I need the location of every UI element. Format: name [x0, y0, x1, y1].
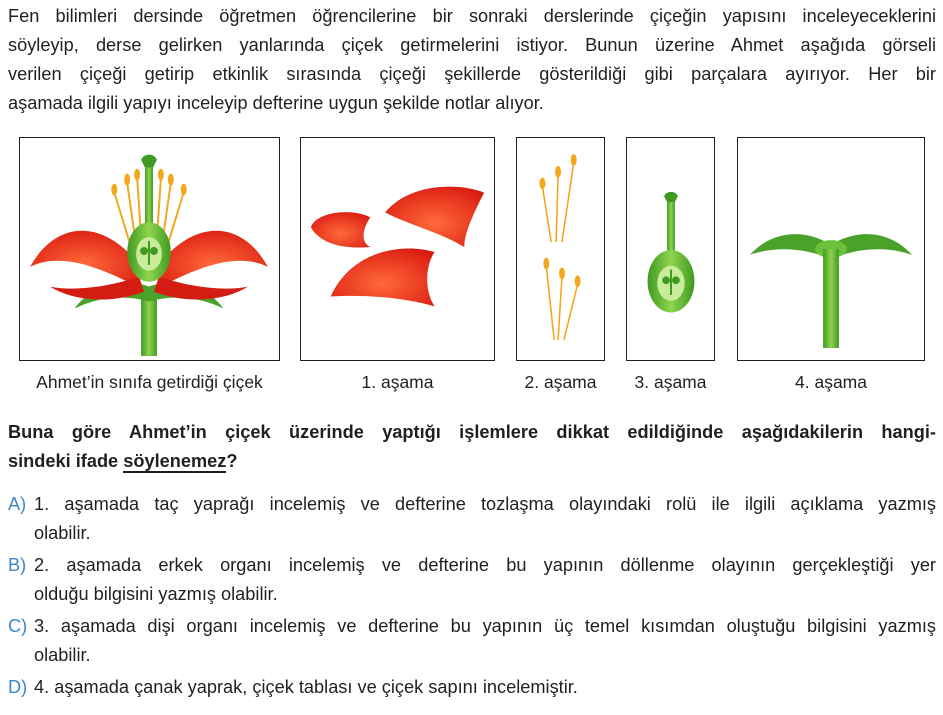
- panel-stage-2-stamens: [516, 137, 605, 361]
- question-line-2-start: sindeki ifade: [8, 451, 124, 471]
- petals-illustration: [301, 138, 494, 360]
- stamens-illustration: [517, 138, 604, 360]
- intro-line-3: verilen çiçeği getirip etkinlik sırasında çiçeği şekillerde gösterildiği gibi parçalara ayırıyor. Her bir: [8, 64, 936, 84]
- option-a-line-1: 1. aşamada taç yaprağı incelemiş ve defterine tozlaşma olayındaki rolü ile ilgili açıklama yazmış: [34, 494, 936, 514]
- option-c-line-1: 3. aşamada dişi organı incelemiş ve defterine bu yapının üç temel kısımdan oluştuğu bilgisini yazmış: [34, 616, 936, 636]
- option-d[interactable]: [8, 673, 936, 702]
- pistil-illustration: [627, 138, 714, 360]
- question-line-2: [8, 447, 936, 476]
- option-b-letter: B): [8, 555, 27, 575]
- intro-paragraph: [8, 2, 936, 118]
- option-c-letter: C): [8, 616, 28, 636]
- option-a-line-2: olabilir.: [34, 523, 91, 543]
- option-d-letter: D): [8, 677, 28, 697]
- caption-stage-4: 4. aşama: [795, 372, 867, 392]
- option-a-letter: A): [8, 494, 27, 514]
- panel-stage-4-sepals: [737, 137, 925, 361]
- caption-stage-3: 3. aşama: [634, 372, 707, 392]
- whole-flower-illustration: [20, 138, 279, 360]
- panel-stage-1-petals: [300, 137, 495, 361]
- option-c[interactable]: [8, 612, 936, 670]
- option-c-line-2: olabilir.: [34, 645, 91, 665]
- caption-stage-1: 1. aşama: [361, 372, 434, 392]
- intro-line-4: aşamada ilgili yapıyı inceleyip defterine uygun şekilde notlar alıyor.: [8, 93, 544, 113]
- question-line-2-end: ?: [226, 451, 238, 471]
- option-b-line-1: 2. aşamada erkek organı incelemiş ve defterine bu yapının döllenme olayının gerçekleştiği yer: [34, 555, 936, 575]
- intro-line-1: Fen bilimleri dersinde öğretmen öğrencilerine bir sonraki derslerinde çiçeğin yapısını inceleyeceklerini: [8, 6, 936, 26]
- panel-whole-flower: [19, 137, 280, 361]
- caption-stage-2: 2. aşama: [524, 372, 597, 392]
- sepals-illustration: [738, 138, 924, 360]
- caption-whole-flower: Ahmet’in sınıfa getirdiği çiçek: [36, 372, 263, 392]
- intro-line-2: söyleyip, derse gelirken yanlarında çiçek getirmelerini istiyor. Bunun üzerine Ahmet aşağıda görseli: [8, 35, 936, 55]
- option-d-line-1: 4. aşamada çanak yaprak, çiçek tablası ve çiçek sapını incelemiştir.: [34, 677, 578, 697]
- option-b-line-2: olduğu bilgisini yazmış olabilir.: [34, 584, 278, 604]
- question-keyword-underlined: söylenemez: [123, 451, 227, 471]
- question-stem: [8, 418, 936, 476]
- option-a[interactable]: [8, 490, 936, 548]
- panel-stage-3-pistil: [626, 137, 715, 361]
- option-b[interactable]: [8, 551, 936, 609]
- question-line-1: Buna göre Ahmet’in çiçek üzerinde yaptığı işlemlere dikkat edildiğinde aşağıdakilerin hangi-: [8, 422, 936, 442]
